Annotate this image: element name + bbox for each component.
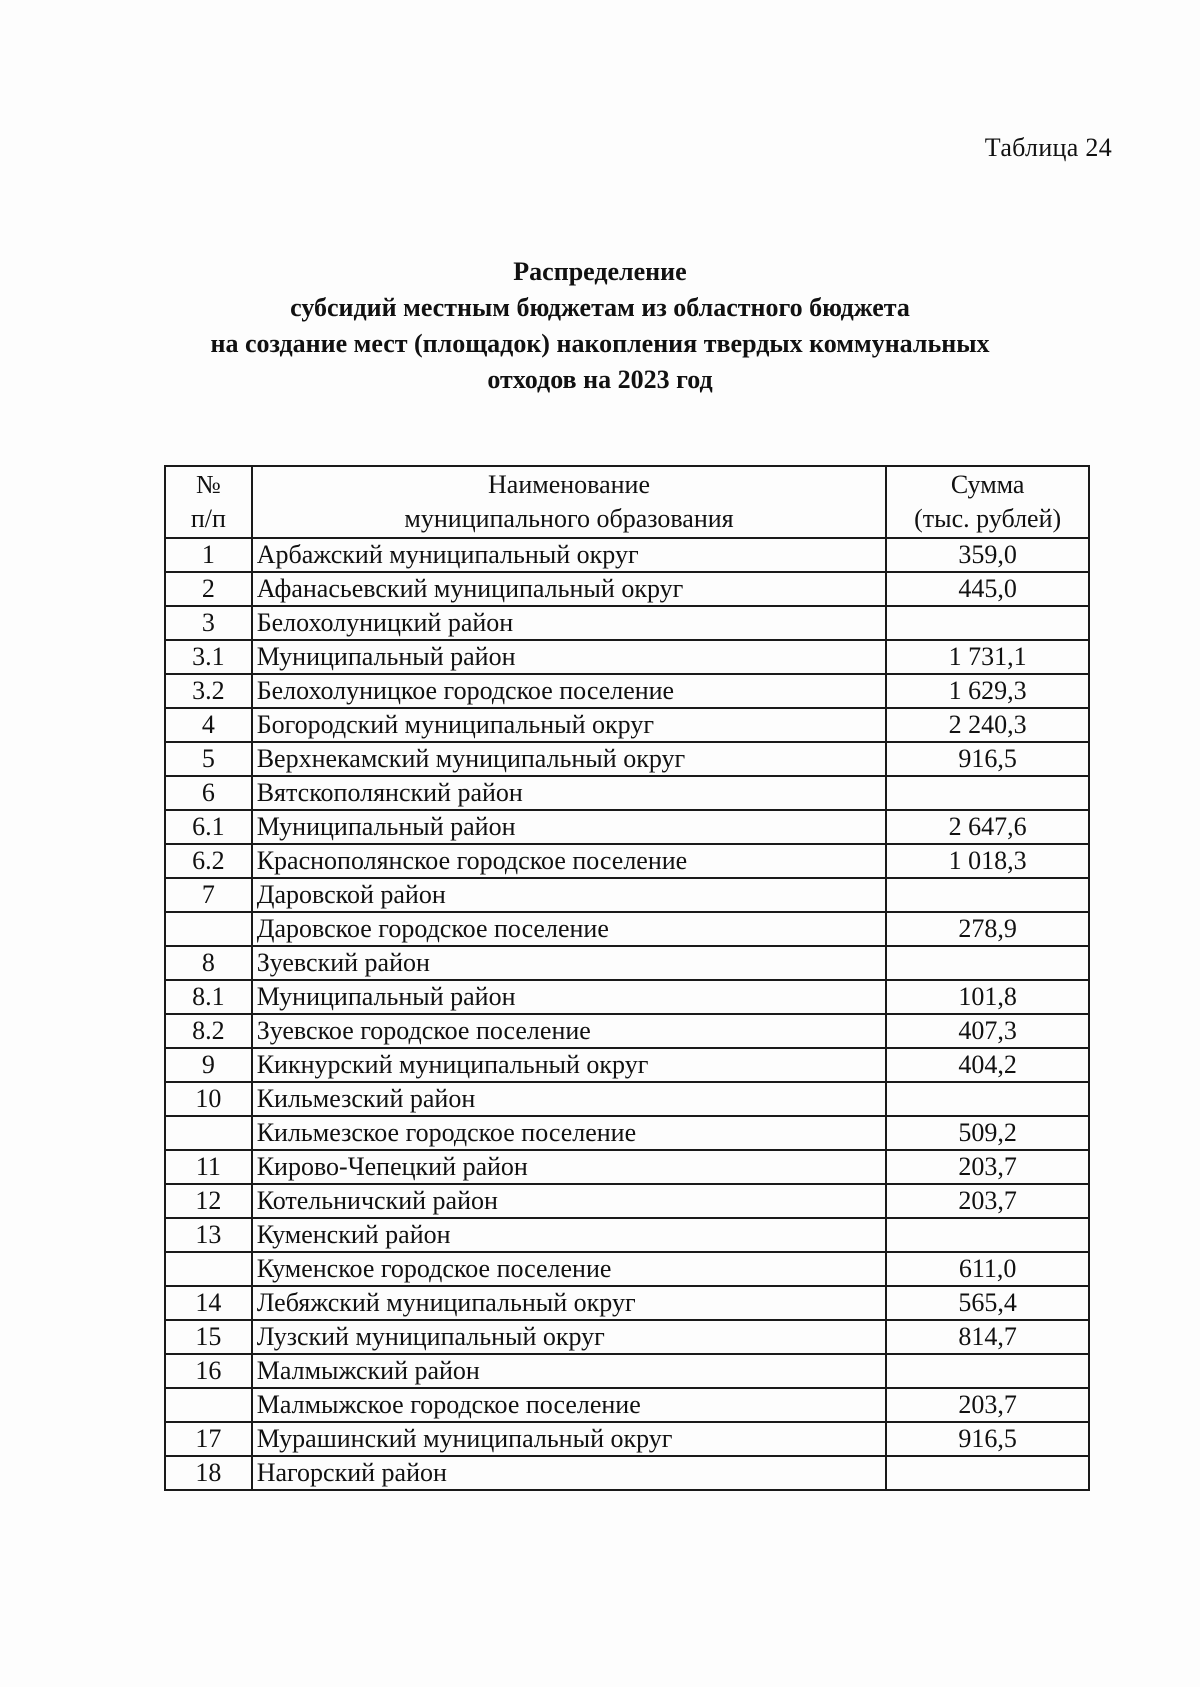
municipality-name-cell: Арбажский муниципальный округ (252, 538, 887, 572)
table-row (165, 1184, 1089, 1218)
table-row (165, 606, 1089, 640)
municipality-name-cell: Котельничский район (252, 1184, 887, 1218)
table-row (165, 1252, 1089, 1286)
title-line-2: субсидий местным бюджетам из областного бюджета (290, 293, 910, 322)
amount-cell: 916,5 (886, 1422, 1089, 1456)
row-number-cell: 8.2 (165, 1014, 252, 1048)
table-row (165, 912, 1089, 946)
amount-cell: 814,7 (886, 1320, 1089, 1354)
row-number-cell: 6.1 (165, 810, 252, 844)
table-row (165, 1286, 1089, 1320)
table-row (165, 1320, 1089, 1354)
amount-cell: 2 647,6 (886, 810, 1089, 844)
row-number-cell (165, 1252, 252, 1286)
amount-cell: 404,2 (886, 1048, 1089, 1082)
title-line-4: отходов на 2023 год (487, 365, 713, 394)
amount-cell: 509,2 (886, 1116, 1089, 1150)
row-number-cell: 17 (165, 1422, 252, 1456)
municipality-name-cell: Богородский муниципальный округ (252, 708, 887, 742)
municipality-name-cell: Нагорский район (252, 1456, 887, 1490)
document-title (0, 254, 1200, 398)
row-number-cell: 11 (165, 1150, 252, 1184)
column-header-sum-line2: (тыс. рублей) (914, 504, 1062, 533)
amount-cell: 445,0 (886, 572, 1089, 606)
amount-cell: 203,7 (886, 1184, 1089, 1218)
municipality-name-cell: Краснополянское городское поселение (252, 844, 887, 878)
row-number-cell: 12 (165, 1184, 252, 1218)
column-header-sum-line1: Сумма (950, 470, 1025, 499)
table-row (165, 1218, 1089, 1252)
row-number-cell: 6.2 (165, 844, 252, 878)
table-row (165, 1116, 1089, 1150)
municipality-name-cell: Даровское городское поселение (252, 912, 887, 946)
amount-cell (886, 1082, 1089, 1116)
subsidy-table (164, 465, 1090, 1491)
municipality-name-cell: Малмыжское городское поселение (252, 1388, 887, 1422)
table-row (165, 1422, 1089, 1456)
row-number-cell: 13 (165, 1218, 252, 1252)
table-row (165, 878, 1089, 912)
table-row (165, 1354, 1089, 1388)
amount-cell: 565,4 (886, 1286, 1089, 1320)
amount-cell: 407,3 (886, 1014, 1089, 1048)
amount-cell (886, 1354, 1089, 1388)
amount-cell: 1 018,3 (886, 844, 1089, 878)
amount-cell (886, 1218, 1089, 1252)
row-number-cell: 3.1 (165, 640, 252, 674)
row-number-cell: 3.2 (165, 674, 252, 708)
table-row (165, 538, 1089, 572)
row-number-cell: 18 (165, 1456, 252, 1490)
table-row (165, 1456, 1089, 1490)
amount-cell (886, 776, 1089, 810)
table-row (165, 776, 1089, 810)
row-number-cell: 8.1 (165, 980, 252, 1014)
table-row (165, 1082, 1089, 1116)
municipality-name-cell: Кильмезский район (252, 1082, 887, 1116)
table-row (165, 844, 1089, 878)
municipality-name-cell: Мурашинский муниципальный округ (252, 1422, 887, 1456)
column-header-name-line2: муниципального образования (404, 504, 734, 533)
row-number-cell: 10 (165, 1082, 252, 1116)
row-number-cell: 5 (165, 742, 252, 776)
table-body (165, 538, 1089, 1490)
amount-cell (886, 1456, 1089, 1490)
table-number-label: Таблица 24 (984, 133, 1112, 162)
column-header-number-line1: № (195, 470, 221, 499)
municipality-name-cell: Белохолуницкий район (252, 606, 887, 640)
table-row (165, 1388, 1089, 1422)
row-number-cell (165, 912, 252, 946)
amount-cell: 203,7 (886, 1150, 1089, 1184)
amount-cell: 611,0 (886, 1252, 1089, 1286)
row-number-cell: 9 (165, 1048, 252, 1082)
table-row (165, 674, 1089, 708)
amount-cell: 203,7 (886, 1388, 1089, 1422)
municipality-name-cell: Малмыжский район (252, 1354, 887, 1388)
municipality-name-cell: Муниципальный район (252, 640, 887, 674)
table-row (165, 742, 1089, 776)
amount-cell: 2 240,3 (886, 708, 1089, 742)
municipality-name-cell: Кикнурский муниципальный округ (252, 1048, 887, 1082)
title-line-3: на создание мест (площадок) накопления твердых коммунальных (210, 329, 990, 358)
column-header-number (165, 466, 252, 538)
municipality-name-cell: Кильмезское городское поселение (252, 1116, 887, 1150)
amount-cell: 101,8 (886, 980, 1089, 1014)
municipality-name-cell: Лузский муниципальный округ (252, 1320, 887, 1354)
municipality-name-cell: Зуевский район (252, 946, 887, 980)
row-number-cell: 6 (165, 776, 252, 810)
column-header-sum (886, 466, 1089, 538)
municipality-name-cell: Лебяжский муниципальный округ (252, 1286, 887, 1320)
amount-cell: 916,5 (886, 742, 1089, 776)
table-row (165, 708, 1089, 742)
amount-cell (886, 606, 1089, 640)
table-row (165, 1014, 1089, 1048)
municipality-name-cell: Даровской район (252, 878, 887, 912)
municipality-name-cell: Муниципальный район (252, 980, 887, 1014)
table-row (165, 1150, 1089, 1184)
amount-cell (886, 878, 1089, 912)
row-number-cell (165, 1388, 252, 1422)
column-header-name-line1: Наименование (488, 470, 650, 499)
amount-cell: 1 629,3 (886, 674, 1089, 708)
column-header-number-line2: п/п (190, 504, 226, 533)
amount-cell: 359,0 (886, 538, 1089, 572)
table-row (165, 1048, 1089, 1082)
row-number-cell: 8 (165, 946, 252, 980)
row-number-cell: 2 (165, 572, 252, 606)
municipality-name-cell: Верхнекамский муниципальный округ (252, 742, 887, 776)
row-number-cell: 16 (165, 1354, 252, 1388)
amount-cell: 1 731,1 (886, 640, 1089, 674)
amount-cell (886, 946, 1089, 980)
row-number-cell: 7 (165, 878, 252, 912)
municipality-name-cell: Афанасьевский муниципальный округ (252, 572, 887, 606)
municipality-name-cell: Муниципальный район (252, 810, 887, 844)
table-row (165, 946, 1089, 980)
municipality-name-cell: Вятскополянский район (252, 776, 887, 810)
municipality-name-cell: Куменский район (252, 1218, 887, 1252)
row-number-cell: 15 (165, 1320, 252, 1354)
table-row (165, 810, 1089, 844)
municipality-name-cell: Кирово-Чепецкий район (252, 1150, 887, 1184)
table-row (165, 572, 1089, 606)
amount-cell: 278,9 (886, 912, 1089, 946)
column-header-name (252, 466, 887, 538)
municipality-name-cell: Белохолуницкое городское поселение (252, 674, 887, 708)
table-header-row (165, 466, 1089, 538)
municipality-name-cell: Куменское городское поселение (252, 1252, 887, 1286)
municipality-name-cell: Зуевское городское поселение (252, 1014, 887, 1048)
row-number-cell: 14 (165, 1286, 252, 1320)
row-number-cell: 1 (165, 538, 252, 572)
row-number-cell: 3 (165, 606, 252, 640)
table-row (165, 980, 1089, 1014)
title-line-1: Распределение (513, 257, 687, 286)
table-row (165, 640, 1089, 674)
row-number-cell: 4 (165, 708, 252, 742)
row-number-cell (165, 1116, 252, 1150)
